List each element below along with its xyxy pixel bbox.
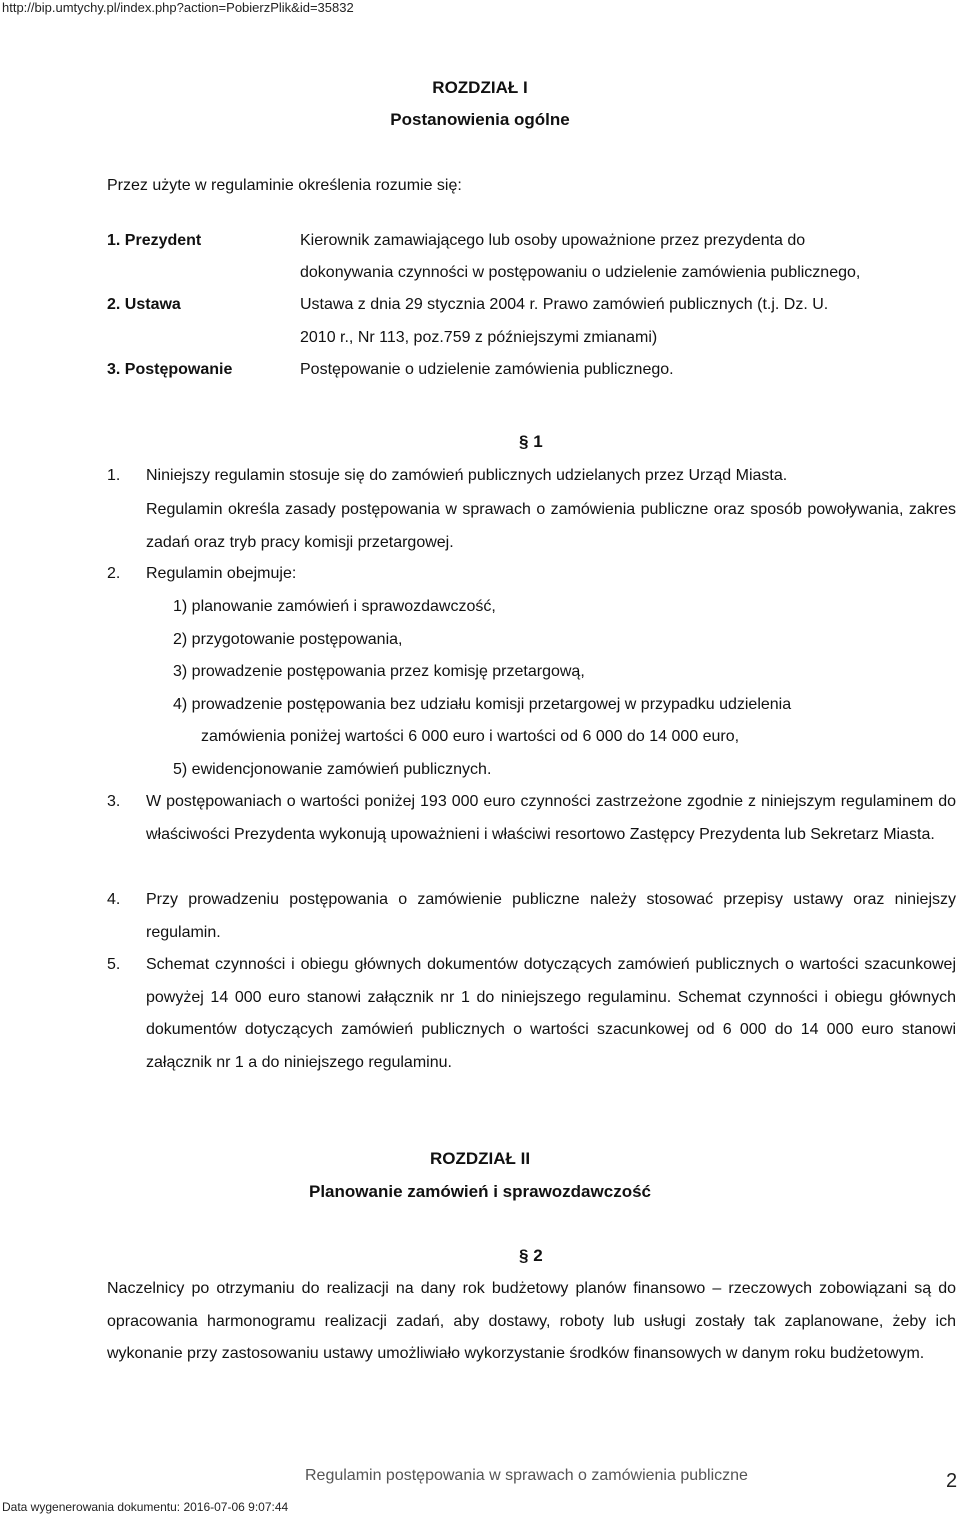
s1-p5-text: Schemat czynności i obiegu głównych dokumentów dotyczących zamówień publicznych o wartości szacunkowej powyżej 14 000 euro stanowi załącznik nr 1 do niniejszego regulaminu. Schemat czynności i obiegu głównych dokumentów dotyczących zamówień publicznych o wartości szacunkowej od 6 000 do 14 000 euro stanowi załącznik nr 1 a do niniejszego regulaminu. [146,956,956,1071]
definitions-intro: Przez użyte w regulaminie określenia rozumie się: [107,177,462,194]
s1-p2-text: Regulamin obejmuje: [146,565,297,582]
s1-p4-number: 4. [107,891,121,908]
s1-p1-rest: Regulamin określa zasady postępowania w sprawach o zamówienia publiczne oraz sposób powoływania, zakres zadań oraz tryb pracy komisji przetargowej. [146,501,956,551]
s1-list-item-2: 2) przygotowanie postępowania, [173,631,403,648]
s1-list-item-4-cont: zamówienia poniżej wartości 6 000 euro i wartości od 6 000 do 14 000 euro, [201,728,740,745]
definition-text-prezydent-2: dokonywania czynności w postępowaniu o udzielenie zamówienia publicznego, [300,264,861,281]
definition-text-prezydent-1: Kierownik zamawiającego lub osoby upoważnione przez prezydenta do [300,232,806,249]
s1-p1-number: 1. [107,467,121,484]
source-url: http://bip.umtychy.pl/index.php?action=PobierzPlik&id=35832 [2,0,354,15]
s1-p3-text: W postępowaniach o wartości poniżej 193 000 euro czynności zastrzeżone zgodnie z niniejszym regulaminem do właściwości Prezydenta wykonują upoważnieni i właściwi resortowo Zastępcy Prezydenta lub Sekretarz Miasta. [146,793,956,843]
definition-text-ustawa-1: Ustawa z dnia 29 stycznia 2004 r. Prawo zamówień publicznych (t.j. Dz. U. [300,296,829,313]
s2-text: Naczelnicy po otrzymaniu do realizacji na dany rok budżetowy planów finansowo – rzeczowych zobowiązani są do opracowania harmonogramu realizacji zadań, aby dostawy, roboty lub usługi zostały tak zaplanowane, żeby ich wykonanie przy zastosowaniu ustawy umożliwiało wykorzystanie środków finansowych w danym roku budżetowym. [107,1280,956,1362]
s1-list-item-4: 4) prowadzenie postępowania bez udziału komisji przetargowej w przypadku udzielenia [173,696,792,713]
definition-term-postepowanie: 3. Postępowanie [107,361,233,378]
chapter-2-subtitle: Planowanie zamówień i sprawozdawczość [309,1182,651,1201]
s1-p5-number: 5. [107,956,121,973]
chapter-1-subtitle: Postanowienia ogólne [390,110,570,129]
section-sign-icon: § [519,432,529,451]
section-mark-2 [519,1246,543,1266]
definition-text-ustawa-2: 2010 r., Nr 113, poz.759 z późniejszymi zmianami) [300,329,658,346]
definition-text-postepowanie: Postępowanie o udzielenie zamówienia publicznego. [300,361,674,378]
footer-generated-date: Data wygenerowania dokumentu: 2016-07-06 9:07:44 [2,1500,289,1514]
chapter-1-title: ROZDZIAŁ I [432,78,528,97]
s1-list-item-3: 3) prowadzenie postępowania przez komisję przetargową, [173,663,585,680]
chapter-2-title: ROZDZIAŁ II [429,1149,531,1168]
s1-list-item-5: 5) ewidencjonowanie zamówień publicznych. [173,761,492,778]
footer-document-title: Regulamin postępowania w sprawach o zamówienia publiczne [305,1467,748,1484]
definition-term-ustawa: 2. Ustawa [107,296,181,313]
section-number: 2 [533,1246,543,1265]
section-number: 1 [533,432,543,451]
s1-p2-number: 2. [107,565,121,582]
section-sign-icon: § [519,1246,529,1265]
definition-term-prezydent: 1. Prezydent [107,232,202,249]
footer-page-number: 2 [946,1470,958,1492]
s1-p1-line1: Niniejszy regulamin stosuje się do zamówień publicznych udzielanych przez Urząd Miasta. [146,467,788,484]
s1-list-item-1: 1) planowanie zamówień i sprawozdawczość, [173,598,496,615]
section-mark-1 [519,432,543,452]
s1-p4-text: Przy prowadzeniu postępowania o zamówienie publiczne należy stosować przepisy ustawy oraz niniejszy regulamin. [146,891,956,941]
s1-p3-number: 3. [107,793,121,810]
